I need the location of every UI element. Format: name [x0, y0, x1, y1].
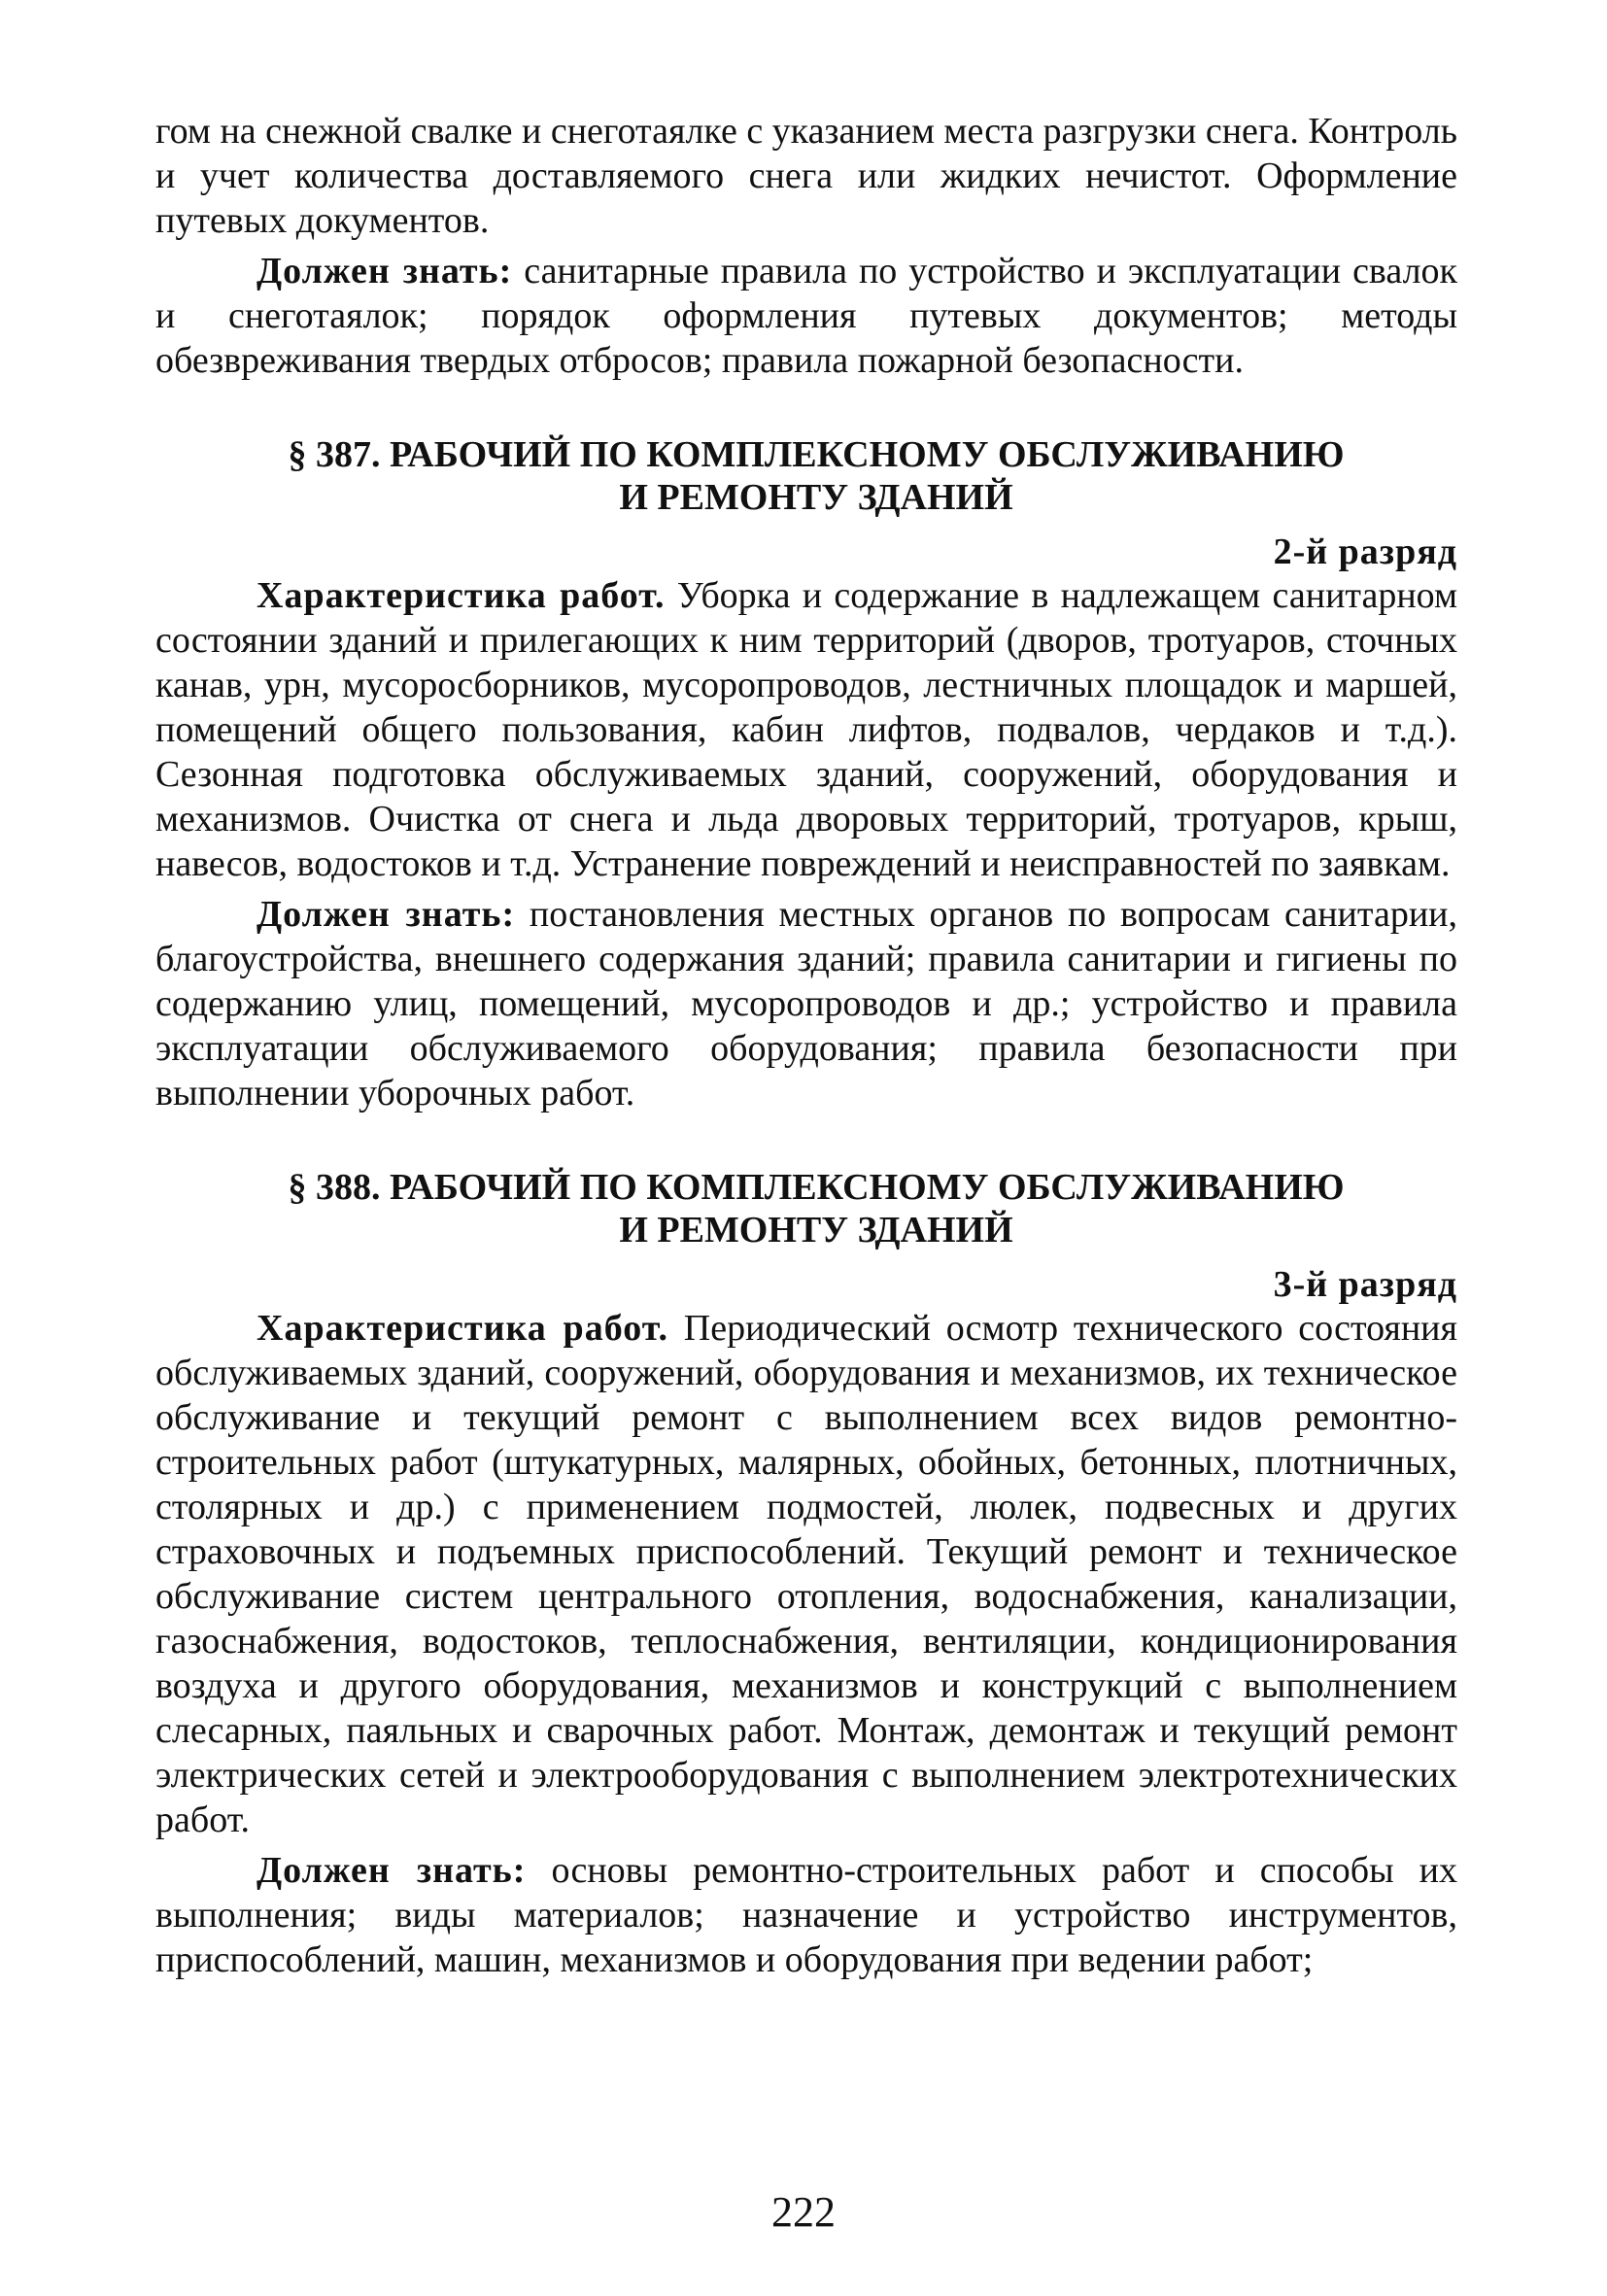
section-387-title-line1: § 387. РАБОЧИЙ ПО КОМПЛЕКСНОМУ ОБСЛУЖИВАНИЮ: [288, 434, 1345, 475]
section-388-know-label: Должен знать:: [256, 1850, 527, 1891]
intro-paragraph: [155, 109, 1457, 243]
section-388-grade: 3-й разряд: [1273, 1264, 1457, 1305]
intro-know-paragraph: [155, 249, 1457, 383]
intro-know-label: Должен знать:: [256, 251, 513, 291]
section-388-char-paragraph: [155, 1306, 1457, 1842]
intro-know-text: санитарные правила по устройство и эксплуатации свалок и снеготаялок; порядок оформления путевых документов; методы обезвреживания твердых отбросов; правила пожарной безопасности.: [155, 251, 1458, 381]
section-388-title: [155, 1166, 1457, 1251]
section-387-char-paragraph: [155, 573, 1457, 886]
section-388-know-text: основы ремонтно-строительных работ и способы их выполнения; виды материалов; назначение и устройство инструментов, приспособлений, машин, механизмов и оборудования при ведении работ;: [155, 1850, 1458, 1980]
section-387-know-paragraph: [155, 892, 1457, 1115]
section-387-title-line2: И РЕМОНТУ ЗДАНИЙ: [619, 477, 1013, 518]
intro-text: гом на снежной свалке и снеготаялке с указанием места разгрузки снега. Контроль и учет количества доставляемого снега или жидких нечистот. Оформление путевых документов.: [155, 111, 1458, 241]
section-388-title-line1: § 388. РАБОЧИЙ ПО КОМПЛЕКСНОМУ ОБСЛУЖИВАНИЮ: [288, 1167, 1345, 1208]
section-387-know-label: Должен знать:: [256, 894, 516, 935]
page-number: 222: [771, 2188, 836, 2236]
section-388-char-label: Характеристика работ.: [256, 1308, 668, 1349]
section-387-grade: 2-й разряд: [1273, 531, 1457, 572]
section-387-know-text: постановления местных органов по вопросам санитарии, благоустройства, внешнего содержания зданий; правила санитарии и гигиены по содержанию улиц, помещений, мусоропроводов и др.; устройство и правила эксплуатации обслуживаемого оборудования; правила безопасности при выполнении уборочных работ.: [155, 894, 1457, 1114]
section-388-char-text: Периодический осмотр технического состояния обслуживаемых зданий, сооружений, оборудования и механизмов, их техническое обслуживание и текущий ремонт с выполнением всех видов ремонтно-строительных работ (штукатурных, малярных, обойных, бетонных, плотничных, столярных и др.) с применением подмостей, люлек, подвесных и других страховочных и подъемных приспособлений. Текущий ремонт и техническое обслуживание систем центрального отопления, водоснабжения, канализации, газоснабжения, водостоков, теплоснабжения, вентиляции, кондиционирования воздуха и другого оборудования, механизмов и конструкций с выполнением слесарных, паяльных и сварочных работ. Монтаж, демонтаж и текущий ремонт электрических сетей и электрооборудования с выполнением электротехнических работ.: [155, 1308, 1457, 1840]
section-388-know-paragraph: [155, 1848, 1457, 1982]
section-388-title-line2: И РЕМОНТУ ЗДАНИЙ: [619, 1210, 1013, 1251]
page-body: [155, 109, 1457, 1982]
section-387-char-text: Уборка и содержание в надлежащем санитарном состоянии зданий и прилегающих к ним территорий (дворов, тротуаров, сточных канав, урн, мусоросборников, мусоропроводов, лестничных площадок и маршей, помещений общего пользования, кабин лифтов, подвалов, чердаков и т.д.). Сезонная подготовка обслуживаемых зданий, сооружений, оборудования и механизмов. Очистка от снега и льда дворовых территорий, тротуаров, крыш, навесов, водостоков и т.д. Устранение повреждений и неисправностей по заявкам.: [155, 575, 1457, 884]
section-387-char-label: Характеристика работ.: [256, 575, 666, 616]
section-387-title: [155, 433, 1457, 519]
